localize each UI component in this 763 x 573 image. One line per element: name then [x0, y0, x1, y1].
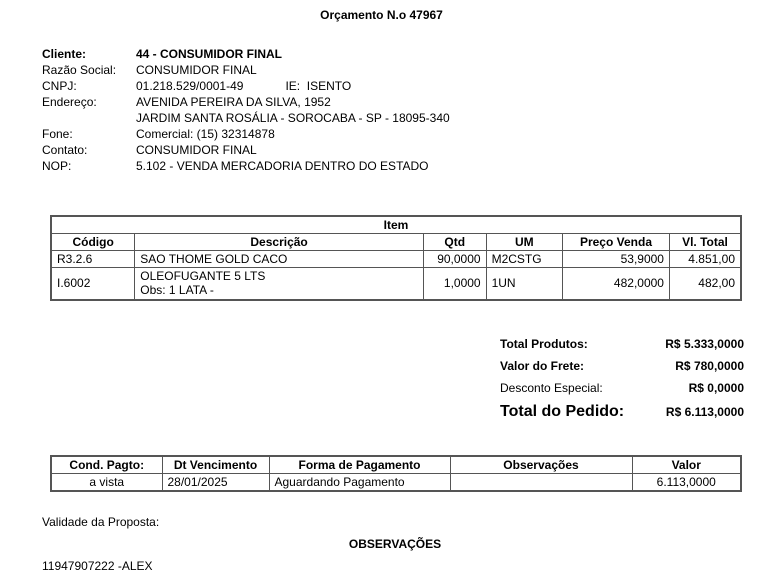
payment-forma: Aguardando Pagamento [269, 474, 450, 492]
items-section-title: Item [51, 216, 741, 234]
cnpj-row [42, 78, 450, 94]
razao-social-value: CONSUMIDOR FINAL [136, 63, 257, 77]
nop-value: 5.102 - VENDA MERCADORIA DENTRO DO ESTADO [136, 159, 429, 173]
client-row [42, 46, 450, 62]
col-header-qtd: Qtd [423, 234, 486, 251]
col-header-preco-venda: Preço Venda [562, 234, 669, 251]
item-total: 4.851,00 [669, 251, 741, 268]
item-code: R3.2.6 [51, 251, 135, 268]
col-header-dt-vencimento: Dt Vencimento [162, 456, 269, 474]
razao-social-row [42, 62, 450, 78]
address-line2-row [42, 110, 450, 126]
desconto-value: R$ 0,0000 [688, 381, 744, 395]
observations-text: 11947907222 -ALEX [42, 559, 153, 573]
nop-row [42, 158, 450, 174]
item-price: 482,0000 [562, 268, 669, 300]
col-header-forma-pagamento: Forma de Pagamento [269, 456, 450, 474]
address-label: Endereço: [42, 95, 97, 109]
client-info [42, 46, 450, 174]
item-um: 1UN [486, 268, 562, 300]
address-line2-label [42, 110, 136, 126]
item-description: SAO THOME GOLD CACO [135, 251, 424, 268]
razao-social-label: Razão Social: [42, 63, 117, 77]
payment-valor: 6.113,0000 [632, 474, 741, 492]
payment-cond: a vista [51, 474, 162, 492]
col-header-codigo: Código [51, 234, 135, 251]
item-price: 53,9000 [562, 251, 669, 268]
items-section-row [51, 216, 741, 234]
frete-value: R$ 780,0000 [675, 359, 744, 373]
item-obs: Obs: 1 LATA - [140, 283, 214, 298]
total-pedido-row [500, 399, 744, 425]
item-code: I.6002 [51, 268, 135, 300]
client-value: 44 - CONSUMIDOR FINAL [136, 47, 283, 61]
items-header-row [51, 234, 741, 251]
address-row [42, 94, 450, 110]
desconto-label: Desconto Especial: [500, 381, 603, 395]
address-line2-value: JARDIM SANTA ROSÁLIA - SOROCABA - SP - 18095-340 [136, 111, 450, 125]
payment-table [50, 455, 742, 492]
ie-value: IE: ISENTO [285, 79, 352, 93]
col-header-observacoes: Observações [450, 456, 632, 474]
total-pedido-label: Total do Pedido: [500, 403, 625, 420]
col-header-um: UM [486, 234, 562, 251]
item-qtd: 90,0000 [423, 251, 486, 268]
item-description-cell [135, 268, 424, 300]
item-qtd: 1,0000 [423, 268, 486, 300]
observations-title: OBSERVAÇÕES [348, 537, 442, 551]
phone-label: Fone: [42, 127, 73, 141]
address-value: AVENIDA PEREIRA DA SILVA, 1952 [136, 95, 331, 109]
phone-value: Comercial: (15) 32314878 [136, 127, 275, 141]
col-header-vl-total: Vl. Total [669, 234, 741, 251]
frete-label: Valor do Frete: [500, 359, 585, 373]
desconto-row [500, 377, 744, 399]
col-header-cond-pagto: Cond. Pagto: [51, 456, 162, 474]
payment-venc: 28/01/2025 [162, 474, 269, 492]
contact-row [42, 142, 450, 158]
item-total: 482,00 [669, 268, 741, 300]
contact-value: CONSUMIDOR FINAL [136, 143, 257, 157]
payment-obs [450, 474, 632, 492]
validity-label: Validade da Proposta: [42, 515, 160, 529]
total-pedido-value: R$ 6.113,0000 [665, 405, 744, 419]
table-row [51, 251, 741, 268]
items-table [50, 215, 742, 301]
item-description: OLEOFUGANTE 5 LTS [140, 269, 266, 284]
phone-row [42, 126, 450, 142]
client-label: Cliente: [42, 47, 87, 61]
total-produtos-label: Total Produtos: [500, 337, 588, 351]
cnpj-label: CNPJ: [42, 79, 77, 93]
total-produtos-value: R$ 5.333,0000 [665, 337, 744, 351]
contact-label: Contato: [42, 143, 88, 157]
document-title: Orçamento N.o 47967 [320, 8, 443, 22]
nop-label: NOP: [42, 159, 72, 173]
item-um: M2CSTG [486, 251, 562, 268]
col-header-descricao: Descrição [135, 234, 424, 251]
payment-header-row [51, 456, 741, 474]
table-row [51, 474, 741, 492]
frete-row [500, 355, 744, 377]
table-row [51, 268, 741, 300]
total-produtos-row [500, 333, 744, 355]
totals-block [500, 333, 744, 425]
cnpj-value: 01.218.529/0001-49 [136, 79, 244, 93]
col-header-valor: Valor [632, 456, 741, 474]
